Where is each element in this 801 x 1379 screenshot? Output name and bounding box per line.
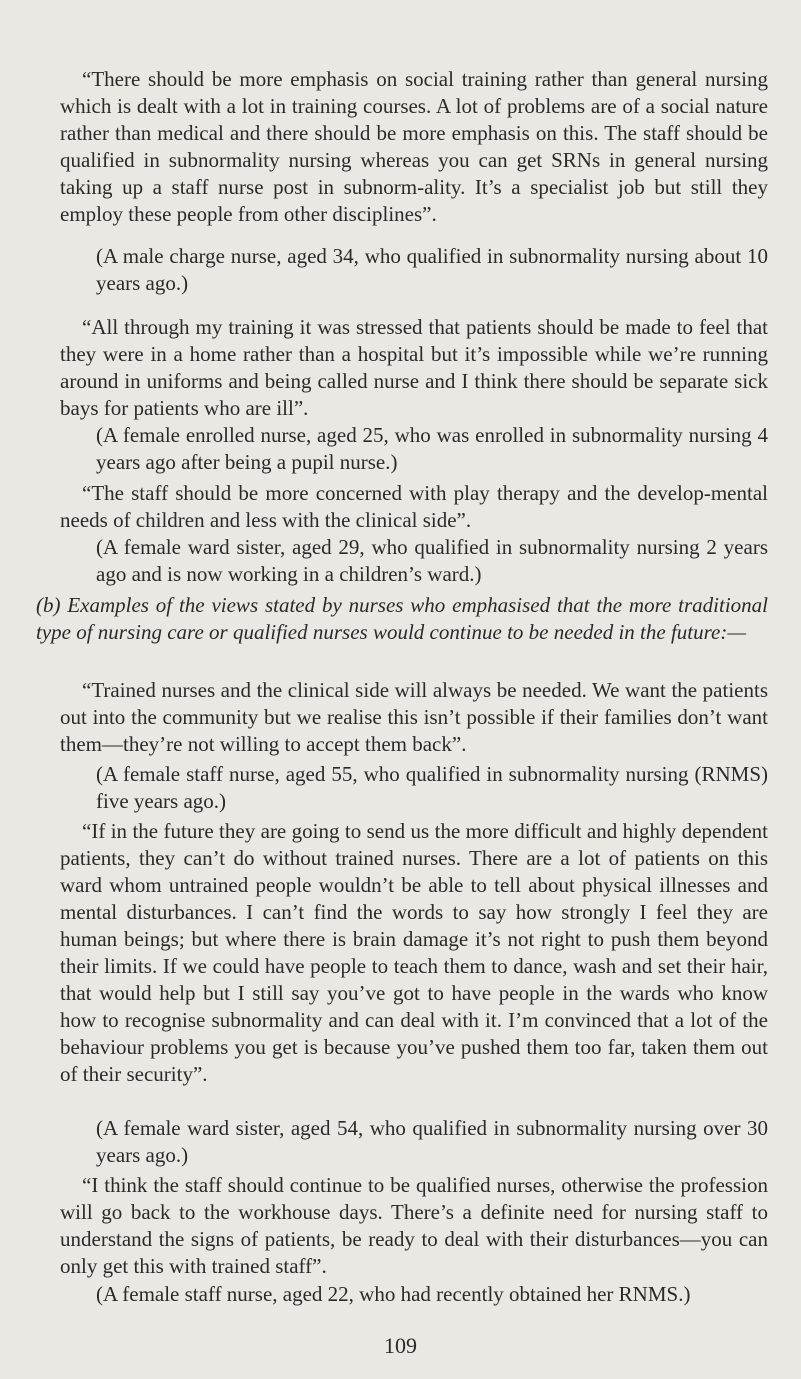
quote-ward-sister-children: “The staff should be more concerned with play therapy and the develop-mental needs of children and less with the clinical side”. bbox=[60, 481, 768, 532]
quote-charge-nurse: “There should be more emphasis on social training rather than general nursing which is dealt with a lot in training courses. A lot of problems are of a social nature rather than medical and there should be more emphasis on this. The staff should be qualified in subnormality nursing whereas you can get SRNs in general nursing taking up a staff nurse post in subnorm-ality. It’s a specialist job but still they employ these people from other disciplines”. bbox=[60, 67, 768, 226]
attribution-charge-nurse: (A male charge nurse, aged 34, who qualified in subnormality nursing about 10 years ago.) bbox=[96, 244, 768, 295]
attribution-enrolled-nurse: (A female enrolled nurse, aged 25, who was enrolled in subnormality nursing 4 years ago after being a pupil nurse.) bbox=[96, 423, 768, 474]
attribution-staff-nurse-55: (A female staff nurse, aged 55, who qualified in subnormality nursing (RNMS) five years ago.) bbox=[96, 762, 768, 813]
attribution-ward-sister-54: (A female ward sister, aged 54, who qualified in subnormality nursing over 30 years ago.) bbox=[96, 1116, 768, 1167]
attribution-staff-nurse-22: (A female staff nurse, aged 22, who had recently obtained her RNMS.) bbox=[96, 1282, 691, 1306]
quote-ward-sister-54: “If in the future they are going to send us the more difficult and highly dependent patients, they can’t do without trained nurses. There are a lot of patients on this ward whom untrained people wouldn’t be able to tell about physical illnesses and mental disturbances. I can’t find the words to say how strongly I feel they are human beings; but where there is brain damage it’s not right to push them beyond their limits. If we could have people to teach them to dance, wash and set their hair, that would help but I still say you’ve got to have people in the wards who know how to recognise subnormality and can deal with it. I’m convinced that a lot of the behaviour problems you get is because you’ve pushed them too far, taken them out of their security”. bbox=[60, 819, 768, 1086]
page-number: 109 bbox=[384, 1333, 417, 1358]
attribution-ward-sister-children: (A female ward sister, aged 29, who qualified in subnormality nursing 2 years ago and is now working in a children’s ward.) bbox=[96, 535, 768, 586]
section-b-heading: (b) Examples of the views stated by nurses who emphasised that the more traditional type of nursing care or qualified nurses would continue to be needed in the future:— bbox=[36, 593, 768, 644]
quote-staff-nurse-55: “Trained nurses and the clinical side will always be needed. We want the patients out into the community but we realise this isn’t possible if their families don’t want them—they’re not willing to accept them back”. bbox=[60, 678, 768, 756]
quote-enrolled-nurse: “All through my training it was stressed that patients should be made to feel that they were in a home rather than a hospital but it’s impossible while we’re running around in uniforms and being called nurse and I think there should be separate sick bays for patients who are ill”. bbox=[60, 315, 768, 420]
quote-staff-nurse-22: “I think the staff should continue to be qualified nurses, otherwise the profession will go back to the workhouse days. There’s a definite need for nursing staff to understand the signs of patients, be ready to deal with their disturbances—you can only get this with trained staff”. bbox=[60, 1173, 768, 1278]
